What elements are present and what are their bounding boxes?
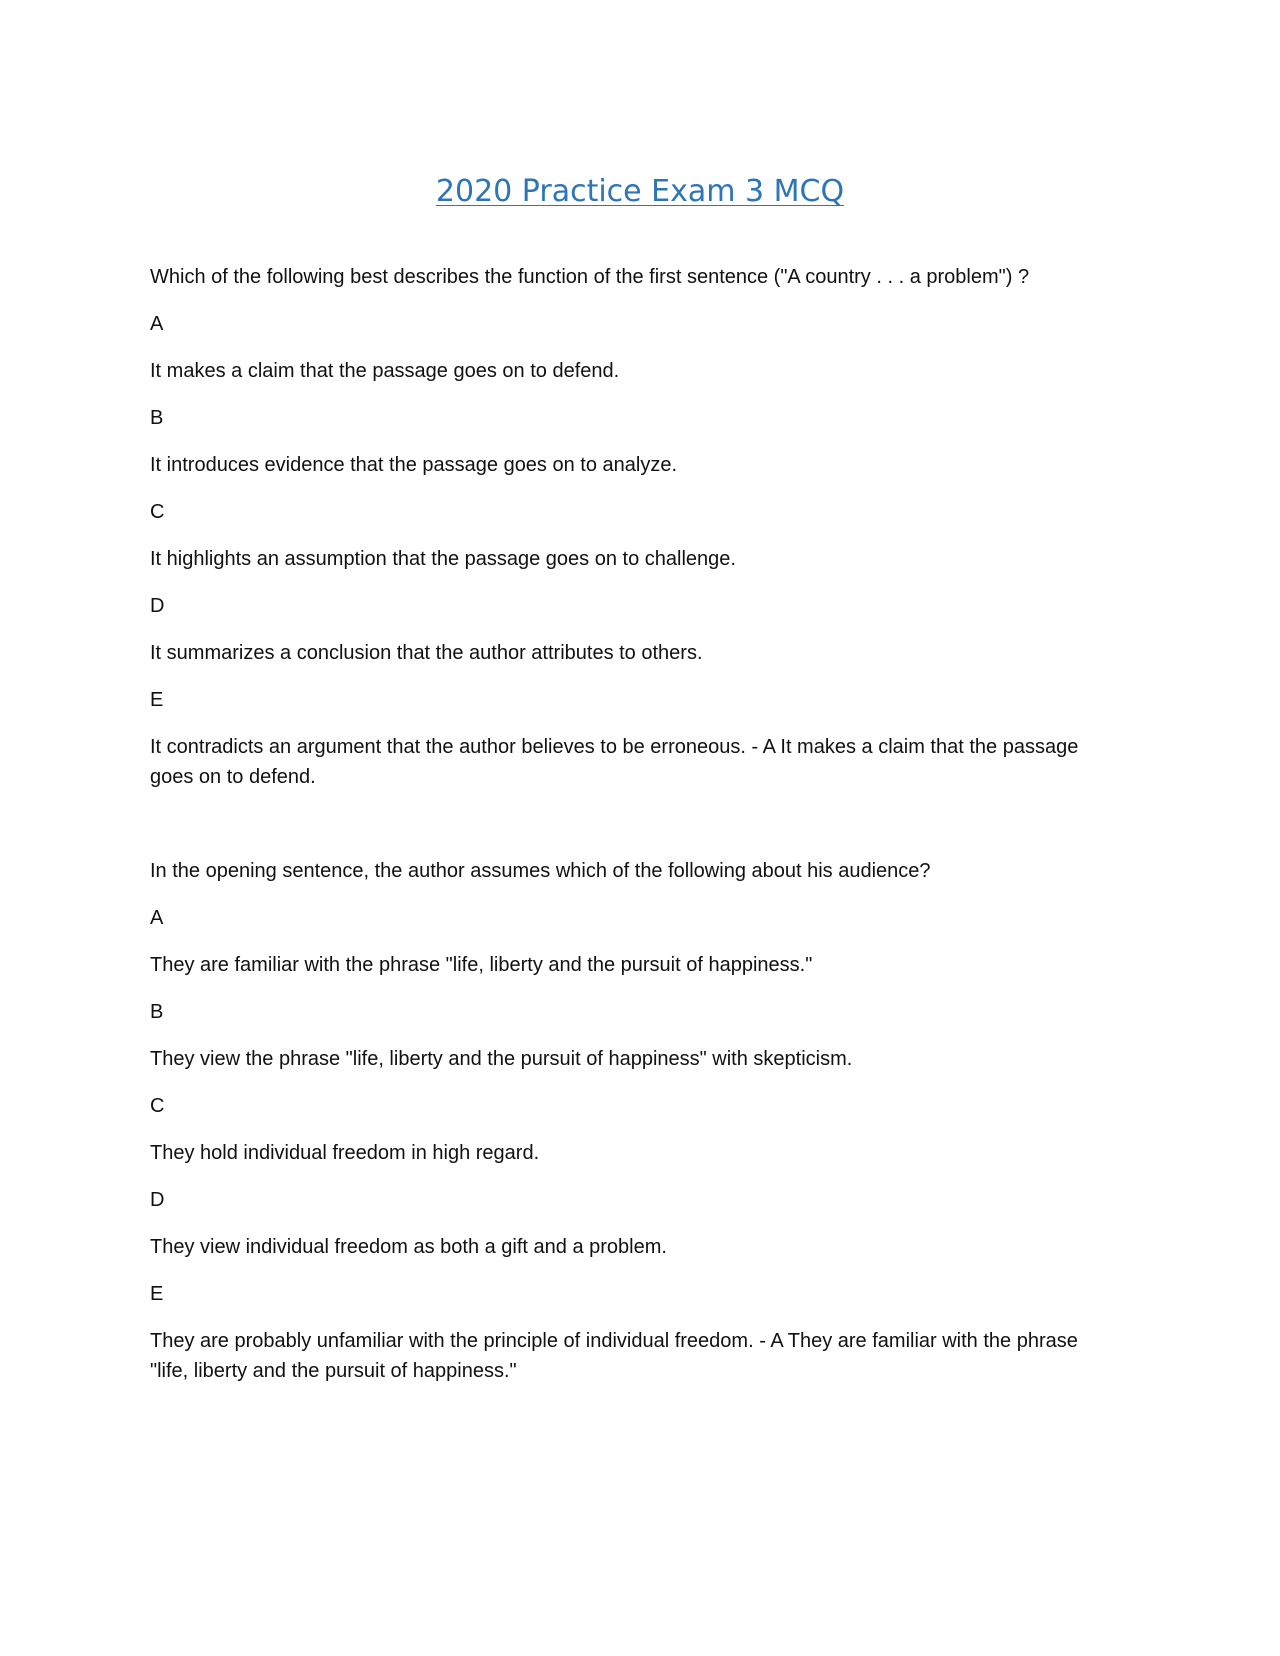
option-text: They hold individual freedom in high regard.: [150, 1142, 540, 1164]
document-body: [150, 262, 1095, 1403]
option-letter: B: [150, 1001, 164, 1023]
option-letter: E: [150, 689, 164, 711]
option-text: It introduces evidence that the passage goes on to analyze.: [150, 454, 678, 476]
option-text: It highlights an assumption that the passage goes on to challenge.: [150, 548, 736, 570]
question-separator: [150, 809, 1095, 856]
question-stem: Which of the following best describes the function of the first sentence ("A country . . . a problem") ?: [150, 266, 1030, 288]
option-text: They view the phrase "life, liberty and the pursuit of happiness" with skepticism.: [150, 1048, 853, 1070]
page-title[interactable]: 2020 Practice Exam 3 MCQ: [435, 174, 845, 209]
option-letter: C: [150, 1095, 165, 1117]
question-1: [150, 262, 1095, 792]
option-text: It makes a claim that the passage goes on to defend.: [150, 360, 620, 382]
option-letter: D: [150, 1189, 165, 1211]
option-letter: D: [150, 595, 165, 617]
option-text: They view individual freedom as both a gift and a problem.: [150, 1236, 667, 1258]
option-letter: E: [150, 1283, 164, 1305]
option-letter: A: [150, 907, 164, 929]
option-text: They are probably unfamiliar with the principle of individual freedom. - A They are familiar with the phrase "life, liberty and the pursuit of happiness.": [150, 1330, 1078, 1382]
question-stem: In the opening sentence, the author assumes which of the following about his audience?: [150, 860, 931, 882]
option-letter: B: [150, 407, 164, 429]
option-text: It contradicts an argument that the author believes to be erroneous. - A It makes a claim that the passage goes on to defend.: [150, 736, 1079, 788]
option-letter: C: [150, 501, 165, 523]
option-text: They are familiar with the phrase "life, liberty and the pursuit of happiness.": [150, 954, 813, 976]
question-2: [150, 856, 1095, 1386]
option-text: It summarizes a conclusion that the author attributes to others.: [150, 642, 703, 664]
option-letter: A: [150, 313, 164, 335]
